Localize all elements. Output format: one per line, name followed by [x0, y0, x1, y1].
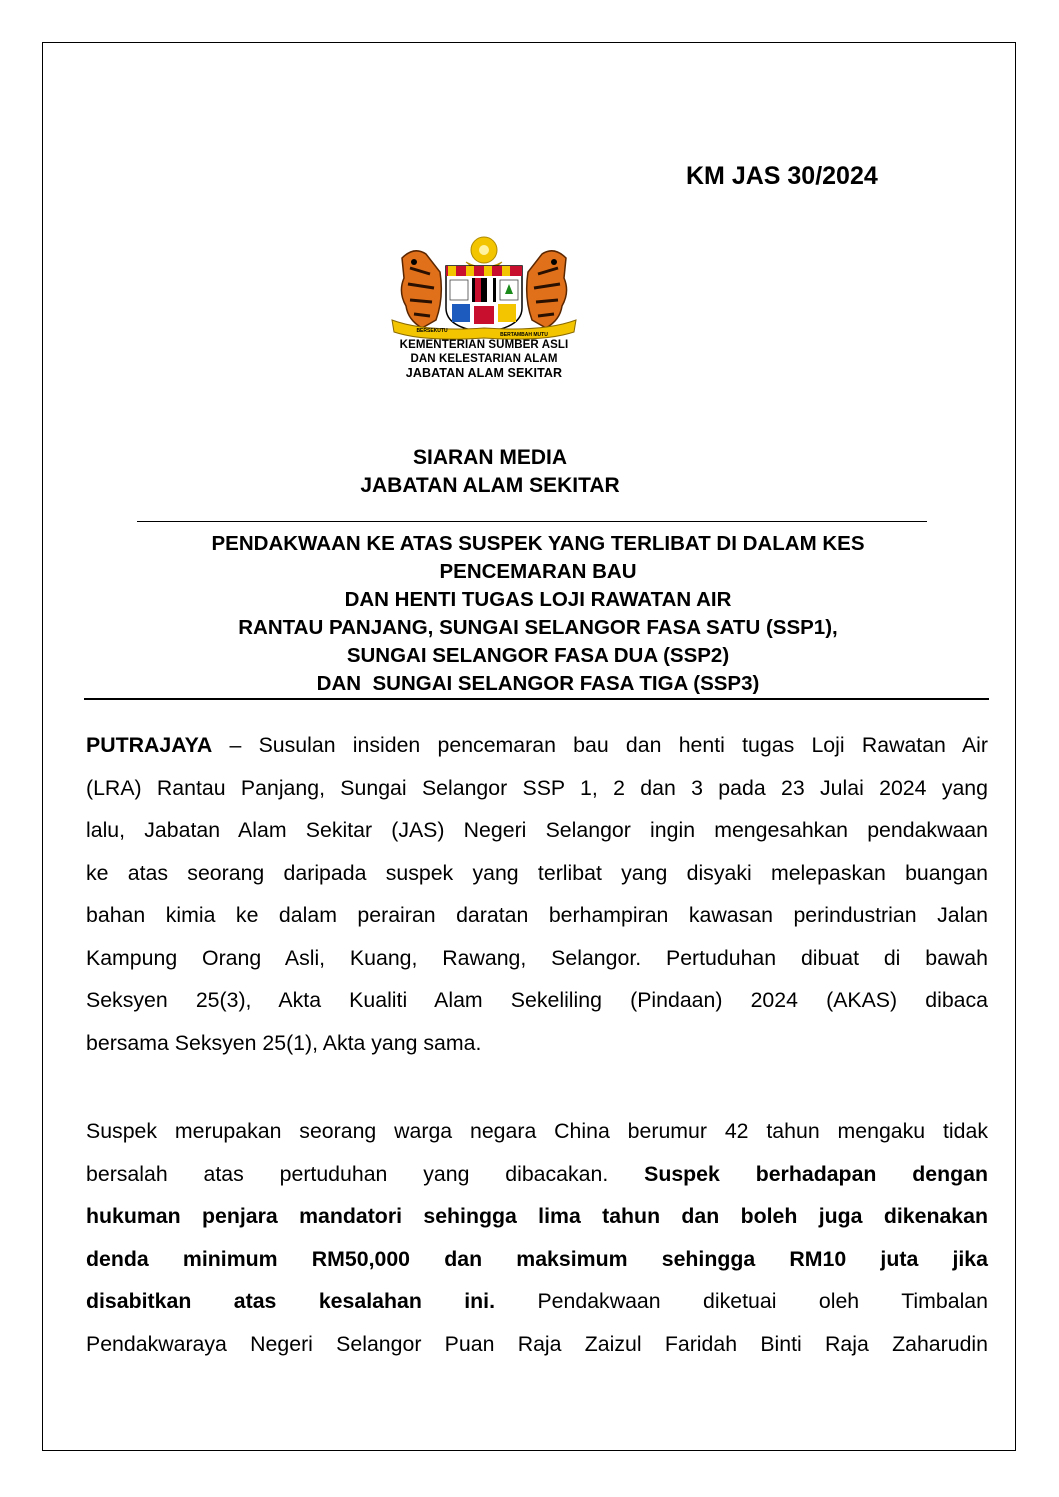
paragraph-line: bersalah atas pertuduhan yang dibacakan. Suspek berhadapan dengan [86, 1161, 988, 1186]
paragraph-line: ke atas seorang daripada suspek yang terlibat yang disyaki melepaskan buangan [86, 860, 988, 885]
paragraph-line: Seksyen 25(3), Akta Kualiti Alam Sekeliling (Pindaan) 2024 (AKAS) dibaca [86, 988, 988, 1012]
title-line: PENCEMARAN BAU [439, 560, 637, 583]
body-paragraph-2 [86, 1110, 988, 1365]
paragraph-line: Pendakwaraya Negeri Selangor Puan Raja Zaizul Faridah Binti Raja Zaharudin [86, 1331, 988, 1356]
paragraph-line: lalu, Jabatan Alam Sekitar (JAS) Negeri Selangor ingin mengesahkan pendakwaan [86, 818, 988, 842]
press-release-title [88, 530, 988, 698]
crest-shield-icon [446, 266, 522, 332]
title-line: SUNGAI SELANGOR FASA DUA (SSP2) [346, 644, 730, 667]
paragraph-line: PUTRAJAYA – Susulan insiden pencemaran bau dan henti tugas Loji Rawatan Air [86, 733, 988, 757]
title-top-rule [137, 521, 927, 522]
title-line: DAN SUNGAI SELANGOR FASA TIGA (SSP3) [316, 672, 760, 695]
paragraph-line: (LRA) Rantau Panjang, Sungai Selangor SSP 1, 2 dan 3 pada 23 Julai 2024 yang [86, 775, 988, 800]
left-tiger-icon [401, 251, 441, 328]
svg-text:BERTAMBAH MUTU: BERTAMBAH MUTU [500, 332, 548, 338]
title-line: PENDAKWAAN KE ATAS SUSPEK YANG TERLIBAT DI DALAM KES [211, 532, 865, 555]
paragraph-line: hukuman penjara mandatori sehingga lima tahun dan boleh juga dikenakan [86, 1204, 988, 1228]
title-line: DAN HENTI TUGAS LOJI RAWATAN AIR [344, 588, 732, 611]
paragraph-line: Kampung Orang Asli, Kuang, Rawang, Selangor. Pertuduhan dibuat di bawah [86, 945, 988, 970]
dateline: PUTRAJAYA [86, 733, 213, 757]
media-release-heading: SIARAN MEDIA [412, 446, 567, 469]
title-line: RANTAU PANJANG, SUNGAI SELANGOR FASA SATU (SSP1), [238, 616, 838, 639]
body-paragraph-1 [86, 724, 988, 1064]
department-heading: JABATAN ALAM SEKITAR [360, 474, 620, 497]
agency-line-2: DAN KELESTARIAN ALAM [410, 353, 558, 365]
paragraph-line: bahan kimia ke dalam perairan daratan berhampiran kawasan perindustrian Jalan [86, 903, 988, 927]
paragraph-line: disabitkan atas kesalahan ini. Pendakwaan diketuai oleh Timbalan [86, 1289, 988, 1313]
right-tiger-icon [527, 251, 567, 328]
crest-star-icon [466, 237, 502, 270]
agency-line-3: JABATAN ALAM SEKITAR [405, 366, 563, 380]
paragraph-line: bersama Seksyen 25(1), Akta yang sama. [86, 1030, 482, 1055]
svg-text:BERSEKUTU: BERSEKUTU [416, 328, 448, 334]
paragraph-line: Suspek merupakan seorang warga negara China berumur 42 tahun mengaku tidak [86, 1119, 988, 1143]
title-bottom-rule [84, 698, 989, 700]
agency-name [374, 338, 594, 380]
reference-number: KM JAS 30/2024 [686, 162, 878, 190]
agency-line-1: KEMENTERIAN SUMBER ASLI [399, 339, 569, 351]
paragraph-line: denda minimum RM50,000 dan maksimum sehingga RM10 juta jika [86, 1246, 988, 1271]
